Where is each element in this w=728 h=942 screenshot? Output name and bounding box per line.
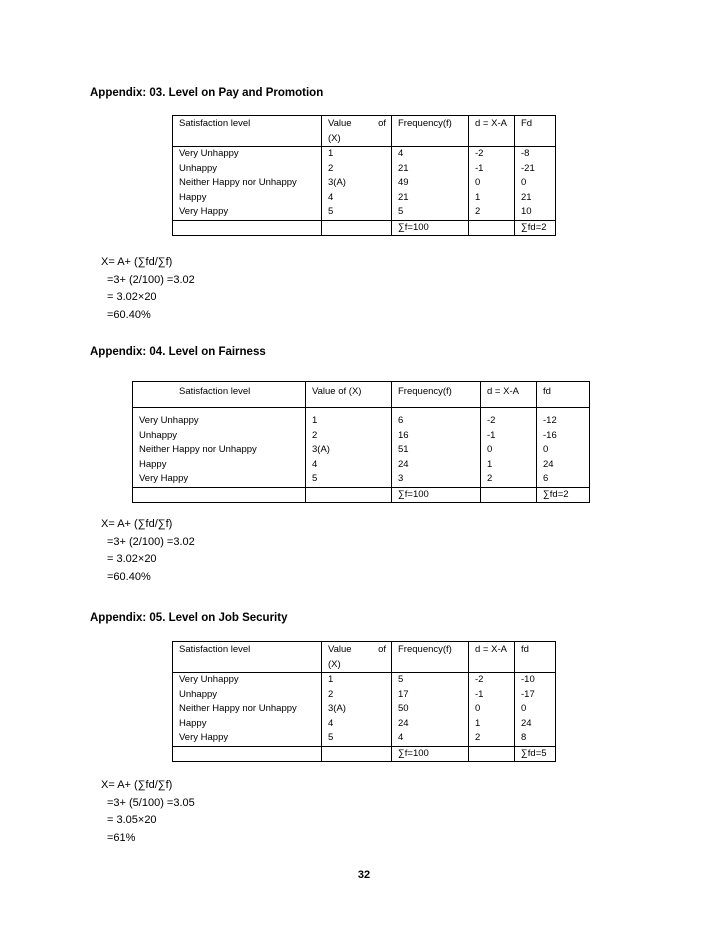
header-value-of-x: Value of (X) (322, 116, 392, 147)
table-cell: ∑f=100 (392, 220, 469, 236)
table-cell: 6 (537, 472, 590, 487)
table-cell: 8 (515, 731, 556, 746)
table-row (173, 162, 556, 177)
table-cell: 21 (515, 191, 556, 206)
table-cell: Neither Happy nor Unhappy (173, 702, 322, 717)
calculation-block: X= A+ (∑fd/∑f) =3+ (2/100) =3.02 = 3.02×20 =60.40% (101, 518, 195, 583)
table-row (173, 176, 556, 191)
table-cell: Happy (173, 717, 322, 732)
header-satisfaction-level: Satisfaction level (133, 382, 306, 408)
table-cell: -8 (515, 147, 556, 162)
table-cell: Happy (173, 191, 322, 206)
table-cell: ∑fd=2 (537, 487, 590, 503)
appendix-05-heading: Appendix: 05. Level on Job Security (90, 612, 288, 624)
table-cell: 0 (537, 443, 590, 458)
table-cell: 1 (469, 191, 515, 206)
table-header-row (173, 116, 556, 147)
table-cell: 3 (392, 472, 481, 487)
header-frequency: Frequency(f) (392, 382, 481, 408)
table-row (173, 147, 556, 162)
table-cell: 24 (515, 717, 556, 732)
header-fd: fd (515, 642, 556, 673)
table-cell: 5 (322, 731, 392, 746)
table-cell: 1 (322, 147, 392, 162)
calculation-block: X= A+ (∑fd/∑f) =3+ (2/100) =3.02 = 3.02×20 =60.40% (101, 256, 195, 321)
table-header-row (133, 382, 590, 408)
table-row (173, 673, 556, 688)
table-cell: ∑fd=5 (515, 746, 556, 762)
table-cell: 10 (515, 205, 556, 220)
table-cell: Very Happy (173, 205, 322, 220)
table-cell: ∑fd=2 (515, 220, 556, 236)
table-cell: 4 (392, 731, 469, 746)
table-cell (173, 746, 322, 762)
table-cell: 24 (392, 717, 469, 732)
table-cell: 1 (306, 408, 392, 429)
table-cell: Neither Happy nor Unhappy (173, 176, 322, 191)
totals-row (173, 220, 556, 236)
table-cell: -1 (481, 429, 537, 444)
table-cell: 3(A) (322, 176, 392, 191)
table-cell: 4 (306, 458, 392, 473)
table-cell: 4 (322, 717, 392, 732)
appendix-03-heading: Appendix: 03. Level on Pay and Promotion (90, 87, 324, 99)
totals-row (173, 746, 556, 762)
table-row (173, 191, 556, 206)
calculation-block: X= A+ (∑fd/∑f) =3+ (5/100) =3.05 = 3.05×20 =61% (101, 779, 195, 844)
table-cell: 49 (392, 176, 469, 191)
table-cell: -10 (515, 673, 556, 688)
table-cell (469, 220, 515, 236)
table-cell: ∑f=100 (392, 746, 469, 762)
table-cell: 5 (392, 673, 469, 688)
table-cell: 24 (537, 458, 590, 473)
table-cell: Very Unhappy (173, 147, 322, 162)
table-row (173, 731, 556, 746)
table-cell: 0 (469, 176, 515, 191)
header-frequency: Frequency(f) (392, 116, 469, 147)
table-cell: 1 (481, 458, 537, 473)
table-cell: 5 (392, 205, 469, 220)
table-cell: Unhappy (133, 429, 306, 444)
table-cell: Very Unhappy (133, 408, 306, 429)
header-d: d = X-A (469, 116, 515, 147)
header-satisfaction-level: Satisfaction level (173, 116, 322, 147)
table-cell: -12 (537, 408, 590, 429)
table-cell: Happy (133, 458, 306, 473)
table-row (173, 688, 556, 703)
table-cell: 21 (392, 191, 469, 206)
table-cell: 0 (469, 702, 515, 717)
table-cell: 2 (322, 162, 392, 177)
header-frequency: Frequency(f) (392, 642, 469, 673)
header-value-of-x: Value of (X) (306, 382, 392, 408)
table-cell: -17 (515, 688, 556, 703)
table-cell (133, 487, 306, 503)
header-d: d = X-A (469, 642, 515, 673)
table-cell: Unhappy (173, 688, 322, 703)
header-fd: Fd (515, 116, 556, 147)
table-cell: 16 (392, 429, 481, 444)
table-cell: 51 (392, 443, 481, 458)
table-cell: 1 (469, 717, 515, 732)
job-security-table (172, 641, 556, 762)
table-cell: Neither Happy nor Unhappy (133, 443, 306, 458)
table-cell: 17 (392, 688, 469, 703)
table-row (133, 443, 590, 458)
page-number: 32 (357, 869, 371, 881)
table-cell (322, 220, 392, 236)
table-cell: -21 (515, 162, 556, 177)
fairness-table (132, 381, 590, 503)
table-row (173, 717, 556, 732)
table-cell: ∑f=100 (392, 487, 481, 503)
table-row (133, 408, 590, 429)
table-cell: -2 (469, 673, 515, 688)
table-cell: -1 (469, 162, 515, 177)
table-cell: 0 (481, 443, 537, 458)
table-cell: Very Unhappy (173, 673, 322, 688)
table-cell: 2 (469, 731, 515, 746)
table-row (173, 205, 556, 220)
header-satisfaction-level: Satisfaction level (173, 642, 322, 673)
table-cell: 0 (515, 702, 556, 717)
table-cell: 2 (322, 688, 392, 703)
table-row (133, 458, 590, 473)
table-cell: Very Happy (173, 731, 322, 746)
table-cell: 50 (392, 702, 469, 717)
table-cell: 2 (306, 429, 392, 444)
table-cell: -2 (469, 147, 515, 162)
table-cell: 2 (469, 205, 515, 220)
table-cell (322, 746, 392, 762)
table-cell: -16 (537, 429, 590, 444)
table-cell: 3(A) (322, 702, 392, 717)
table-header-row (173, 642, 556, 673)
totals-row (133, 487, 590, 503)
table-cell: 4 (322, 191, 392, 206)
table-cell: 21 (392, 162, 469, 177)
table-cell: 4 (392, 147, 469, 162)
table-cell: -2 (481, 408, 537, 429)
appendix-04-heading: Appendix: 04. Level on Fairness (90, 346, 266, 358)
table-cell: 6 (392, 408, 481, 429)
table-cell: 3(A) (306, 443, 392, 458)
table-cell: Very Happy (133, 472, 306, 487)
table-cell (306, 487, 392, 503)
table-cell (481, 487, 537, 503)
table-cell: -1 (469, 688, 515, 703)
table-cell: 2 (481, 472, 537, 487)
pay-promotion-table (172, 115, 556, 236)
table-cell: 5 (322, 205, 392, 220)
header-d: d = X-A (481, 382, 537, 408)
table-cell (469, 746, 515, 762)
table-cell: 5 (306, 472, 392, 487)
table-cell: 0 (515, 176, 556, 191)
table-cell: 1 (322, 673, 392, 688)
table-cell: 24 (392, 458, 481, 473)
table-cell: Unhappy (173, 162, 322, 177)
table-row (133, 429, 590, 444)
table-cell (173, 220, 322, 236)
table-row (133, 472, 590, 487)
header-value-of-x: Value of (X) (322, 642, 392, 673)
header-fd: fd (537, 382, 590, 408)
table-row (173, 702, 556, 717)
